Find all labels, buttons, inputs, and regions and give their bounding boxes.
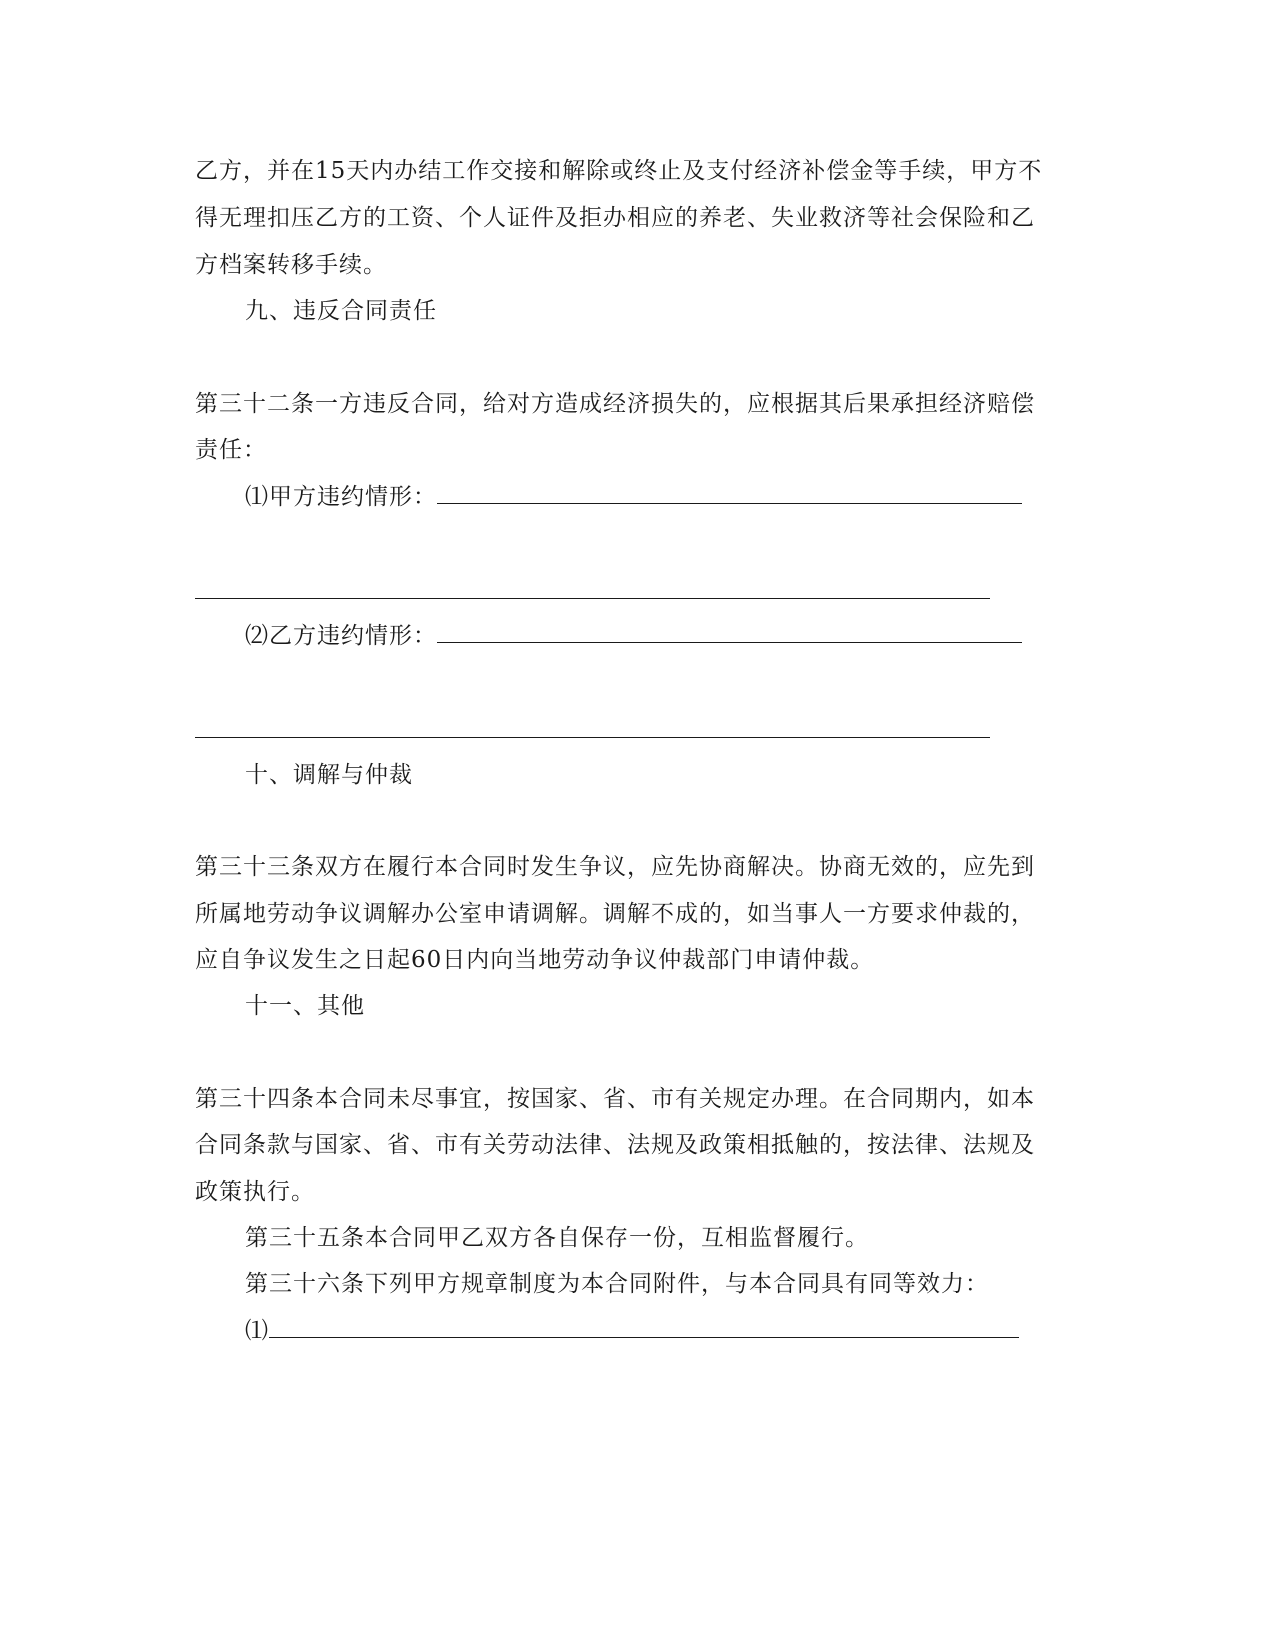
paragraph-line: 方档案转移手续。 [195,252,387,278]
section-heading: 九、违反合同责任 [245,298,437,324]
article-36: 第三十六条下列甲方规章制度为本合同附件，与本合同具有同等效力： [245,1271,989,1297]
section-heading: 十、调解与仲裁 [245,762,413,788]
paragraph-line: 得无理扣压乙方的工资、个人证件及拒办相应的养老、失业救济等社会保险和乙 [195,205,1035,231]
annex-item [245,1316,1125,1346]
paragraph-line: 乙方，并在15天内办结工作交接和解除或终止及支付经济补偿金等手续，甲方不 [195,158,1043,184]
item-label: ⑴ [245,1318,269,1344]
fill-in-line[interactable] [195,598,990,599]
article-32-line: 责任： [195,437,267,463]
article-33-line: 应自争议发生之日起60日内向当地劳动争议仲裁部门申请仲裁。 [195,947,875,973]
fill-in-line[interactable] [195,737,990,738]
article-33-line: 所属地劳动争议调解办公室申请调解。调解不成的，如当事人一方要求仲裁的， [195,901,1035,927]
fill-in-blank[interactable] [269,1317,1019,1338]
article-34-line: 政策执行。 [195,1179,315,1205]
breach-party-a-item [245,482,1125,512]
breach-party-b-item [245,621,1125,651]
section-heading: 十一、其他 [245,993,365,1019]
article-34-line: 第三十四条本合同未尽事宜，按国家、省、市有关规定办理。在合同期内，如本 [195,1086,1035,1112]
article-34-line: 合同条款与国家、省、市有关劳动法律、法规及政策相抵触的，按法律、法规及 [195,1132,1035,1158]
article-33-line: 第三十三条双方在履行本合同时发生争议，应先协商解决。协商无效的，应先到 [195,854,1035,880]
item-label: ⑴甲方违约情形： [245,484,437,510]
article-32-line: 第三十二条一方违反合同，给对方造成经济损失的，应根据其后果承担经济赔偿 [195,391,1035,417]
article-35: 第三十五条本合同甲乙双方各自保存一份，互相监督履行。 [245,1225,869,1251]
item-label: ⑵乙方违约情形： [245,623,437,649]
fill-in-blank[interactable] [437,483,1022,504]
fill-in-blank[interactable] [437,622,1022,643]
